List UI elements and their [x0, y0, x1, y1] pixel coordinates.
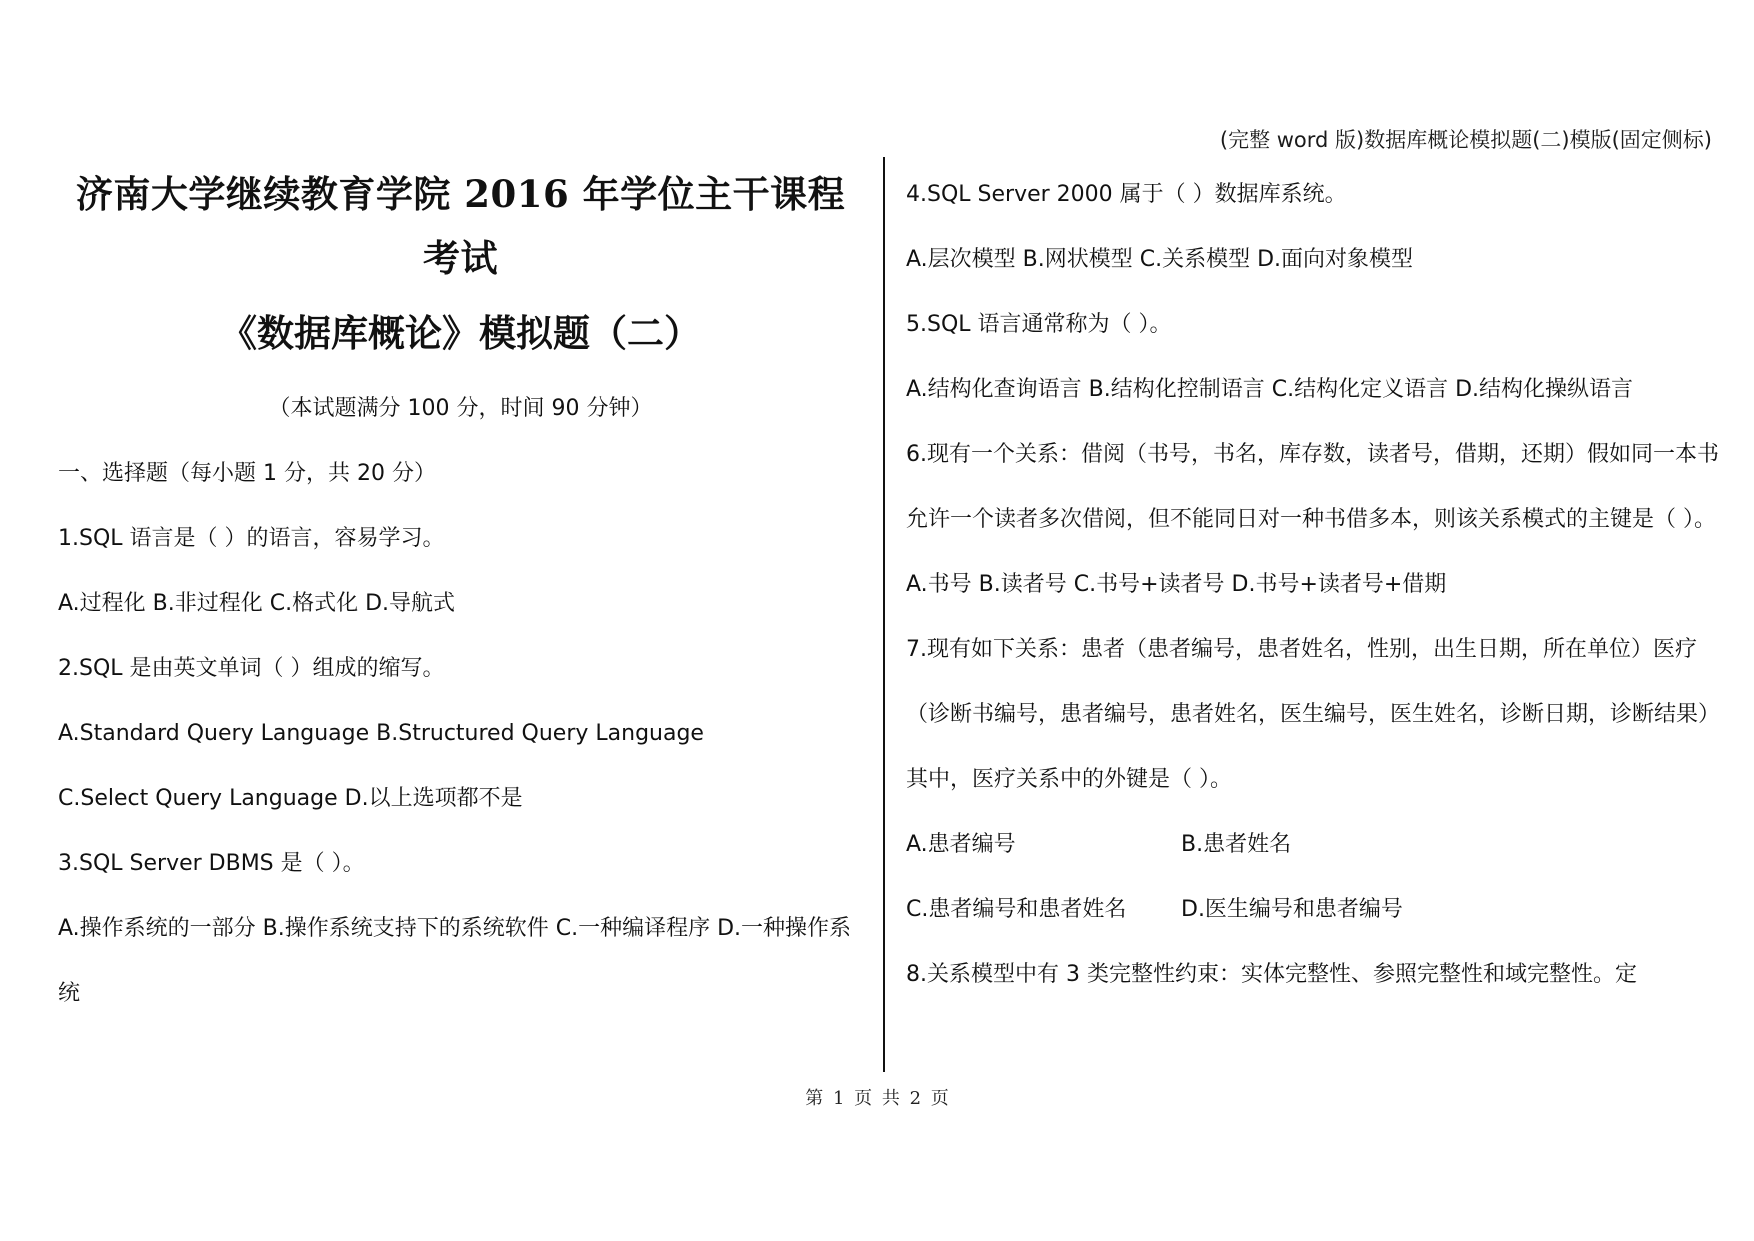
column-divider [883, 157, 885, 1072]
exam-subtitle: 《数据库概论》模拟题（二） [220, 312, 701, 355]
question-8: 8.关系模型中有 3 类完整性约束：实体完整性、参照完整性和域完整性。定 [906, 962, 1637, 987]
question-5: 5.SQL 语言通常称为（ ）。 [906, 312, 1172, 337]
question-4: 4.SQL Server 2000 属于（ ）数据库系统。 [906, 182, 1347, 207]
question-3: 3.SQL Server DBMS 是（ ）。 [58, 851, 365, 876]
right-column [906, 162, 1726, 1007]
left-column [58, 162, 863, 1026]
header-note: (完整 word 版)数据库概论模拟题(二)模版(固定侧标) [1219, 128, 1712, 152]
question-1: 1.SQL 语言是（ ）的语言，容易学习。 [58, 526, 445, 551]
question-2: 2.SQL 是由英文单词（ ）组成的缩写。 [58, 656, 445, 681]
question-4-options: A.层次模型 B.网状模型 C.关系模型 D.面向对象模型 [906, 247, 1414, 272]
question-7-option-a: A.患者编号 [906, 832, 1016, 857]
question-7: 7.现有如下关系：患者（患者编号，患者姓名，性别，出生日期，所在单位）医疗（诊断书编号，患者编号，患者姓名，医生编号，医生姓名，诊断日期，诊断结果）其中，医疗关系中的外键是（ ）。 [906, 637, 1721, 792]
exam-title-line1: 济南大学继续教育学院 2016 年学位主干课程 [75, 172, 846, 216]
question-2-options-line1: A.Standard Query Language B.Structured Query Language [58, 721, 704, 746]
question-5-options: A.结构化查询语言 B.结构化控制语言 C.结构化定义语言 D.结构化操纵语言 [906, 377, 1634, 402]
exam-note: （本试题满分 100 分，时间 90 分钟） [268, 396, 653, 421]
question-7-option-d: D.医生编号和患者编号 [1181, 897, 1403, 922]
question-6-options: A.书号 B.读者号 C.书号+读者号 D.书号+读者号+借期 [906, 572, 1447, 597]
question-3-options: A.操作系统的一部分 B.操作系统支持下的系统软件 C.一种编译程序 D.一种操作系统 [58, 916, 852, 1006]
question-1-options: A.过程化 B.非过程化 C.格式化 D.导航式 [58, 591, 456, 616]
question-2-options-line2: C.Select Query Language D.以上选项都不是 [58, 786, 523, 811]
question-7-option-b: B.患者姓名 [1181, 832, 1292, 857]
page-footer: 第 1 页 共 2 页 [805, 1088, 949, 1109]
question-7-options-row2 [906, 877, 1726, 942]
exam-title-line2: 考试 [423, 236, 498, 280]
question-7-options-row1 [906, 812, 1726, 877]
section-heading: 一、选择题（每小题 1 分，共 20 分） [58, 461, 436, 486]
question-6: 6.现有一个关系：借阅（书号，书名，库存数，读者号，借期，还期）假如同一本书允许一个读者多次借阅，但不能同日对一种书借多本，则该关系模式的主键是（ ）。 [906, 442, 1719, 532]
question-7-option-c: C.患者编号和患者姓名 [906, 897, 1127, 922]
